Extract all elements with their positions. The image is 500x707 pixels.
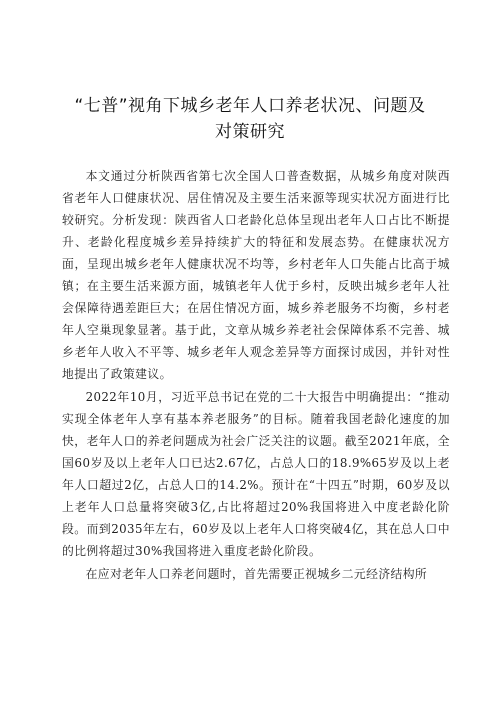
title-line-1: “七普”视角下城乡老年人口养老状况、问题及 [74,96,426,116]
abstract-paragraph: 本文通过分析陕西省第七次全国人口普查数据，从城乡角度对陕西省老年人口健康状况、居住情况及主要生活来源等现实状况方面进行比较研究。分析发现：陕西省人口老龄化总体呈现出老年人口占比不断提升、老龄化程度城乡差异持续扩大的特征和发展态势。在健康状况方面，呈现出城乡老年人健康状况不均等，乡村老年人口失能占比高于城镇；在主要生活来源方面，城镇老年人优于乡村，反映出城乡老年人社会保障待遇差距巨大；在居住情况方面，城乡养老服务不均衡，乡村老年人空巢现象显著。基于此，文章从城乡养老社会保障体系不完善、城乡老年人收入不平等、城乡老年人观念差异等方面探讨成因，并针对性地提出了政策建议。 [62,169,450,381]
document-body [62,165,450,586]
document-title [60,93,440,145]
body-paragraph: 2022年10月，习近平总书记在党的二十大报告中明确提出：“推动实现全体老年人享有基本养老服务”的目标。随着我国老龄化速度的加快，老年人口的养老问题成为社会广泛关注的议题。截至2021年底，全国60岁及以上老年人口已达2.67亿，占总人口的18.9%65岁及以上老年人口超过2亿，占总人口的14.2%。预计在“十四五”时期，60岁及以上老年人口总量将突破3亿,占比将超过20%我国将进入中度老龄化阶段。而到2035年左右，60岁及以上老年人口将突破4亿，其在总人口中的比例将超过30%我国将进入重度老龄化阶段。 [62,390,450,558]
title-line-2: 对策研究 [215,122,285,142]
body-paragraph: 在应对老年人口养老问题时，首先需要正视城乡二元经济结构所 [85,567,428,581]
